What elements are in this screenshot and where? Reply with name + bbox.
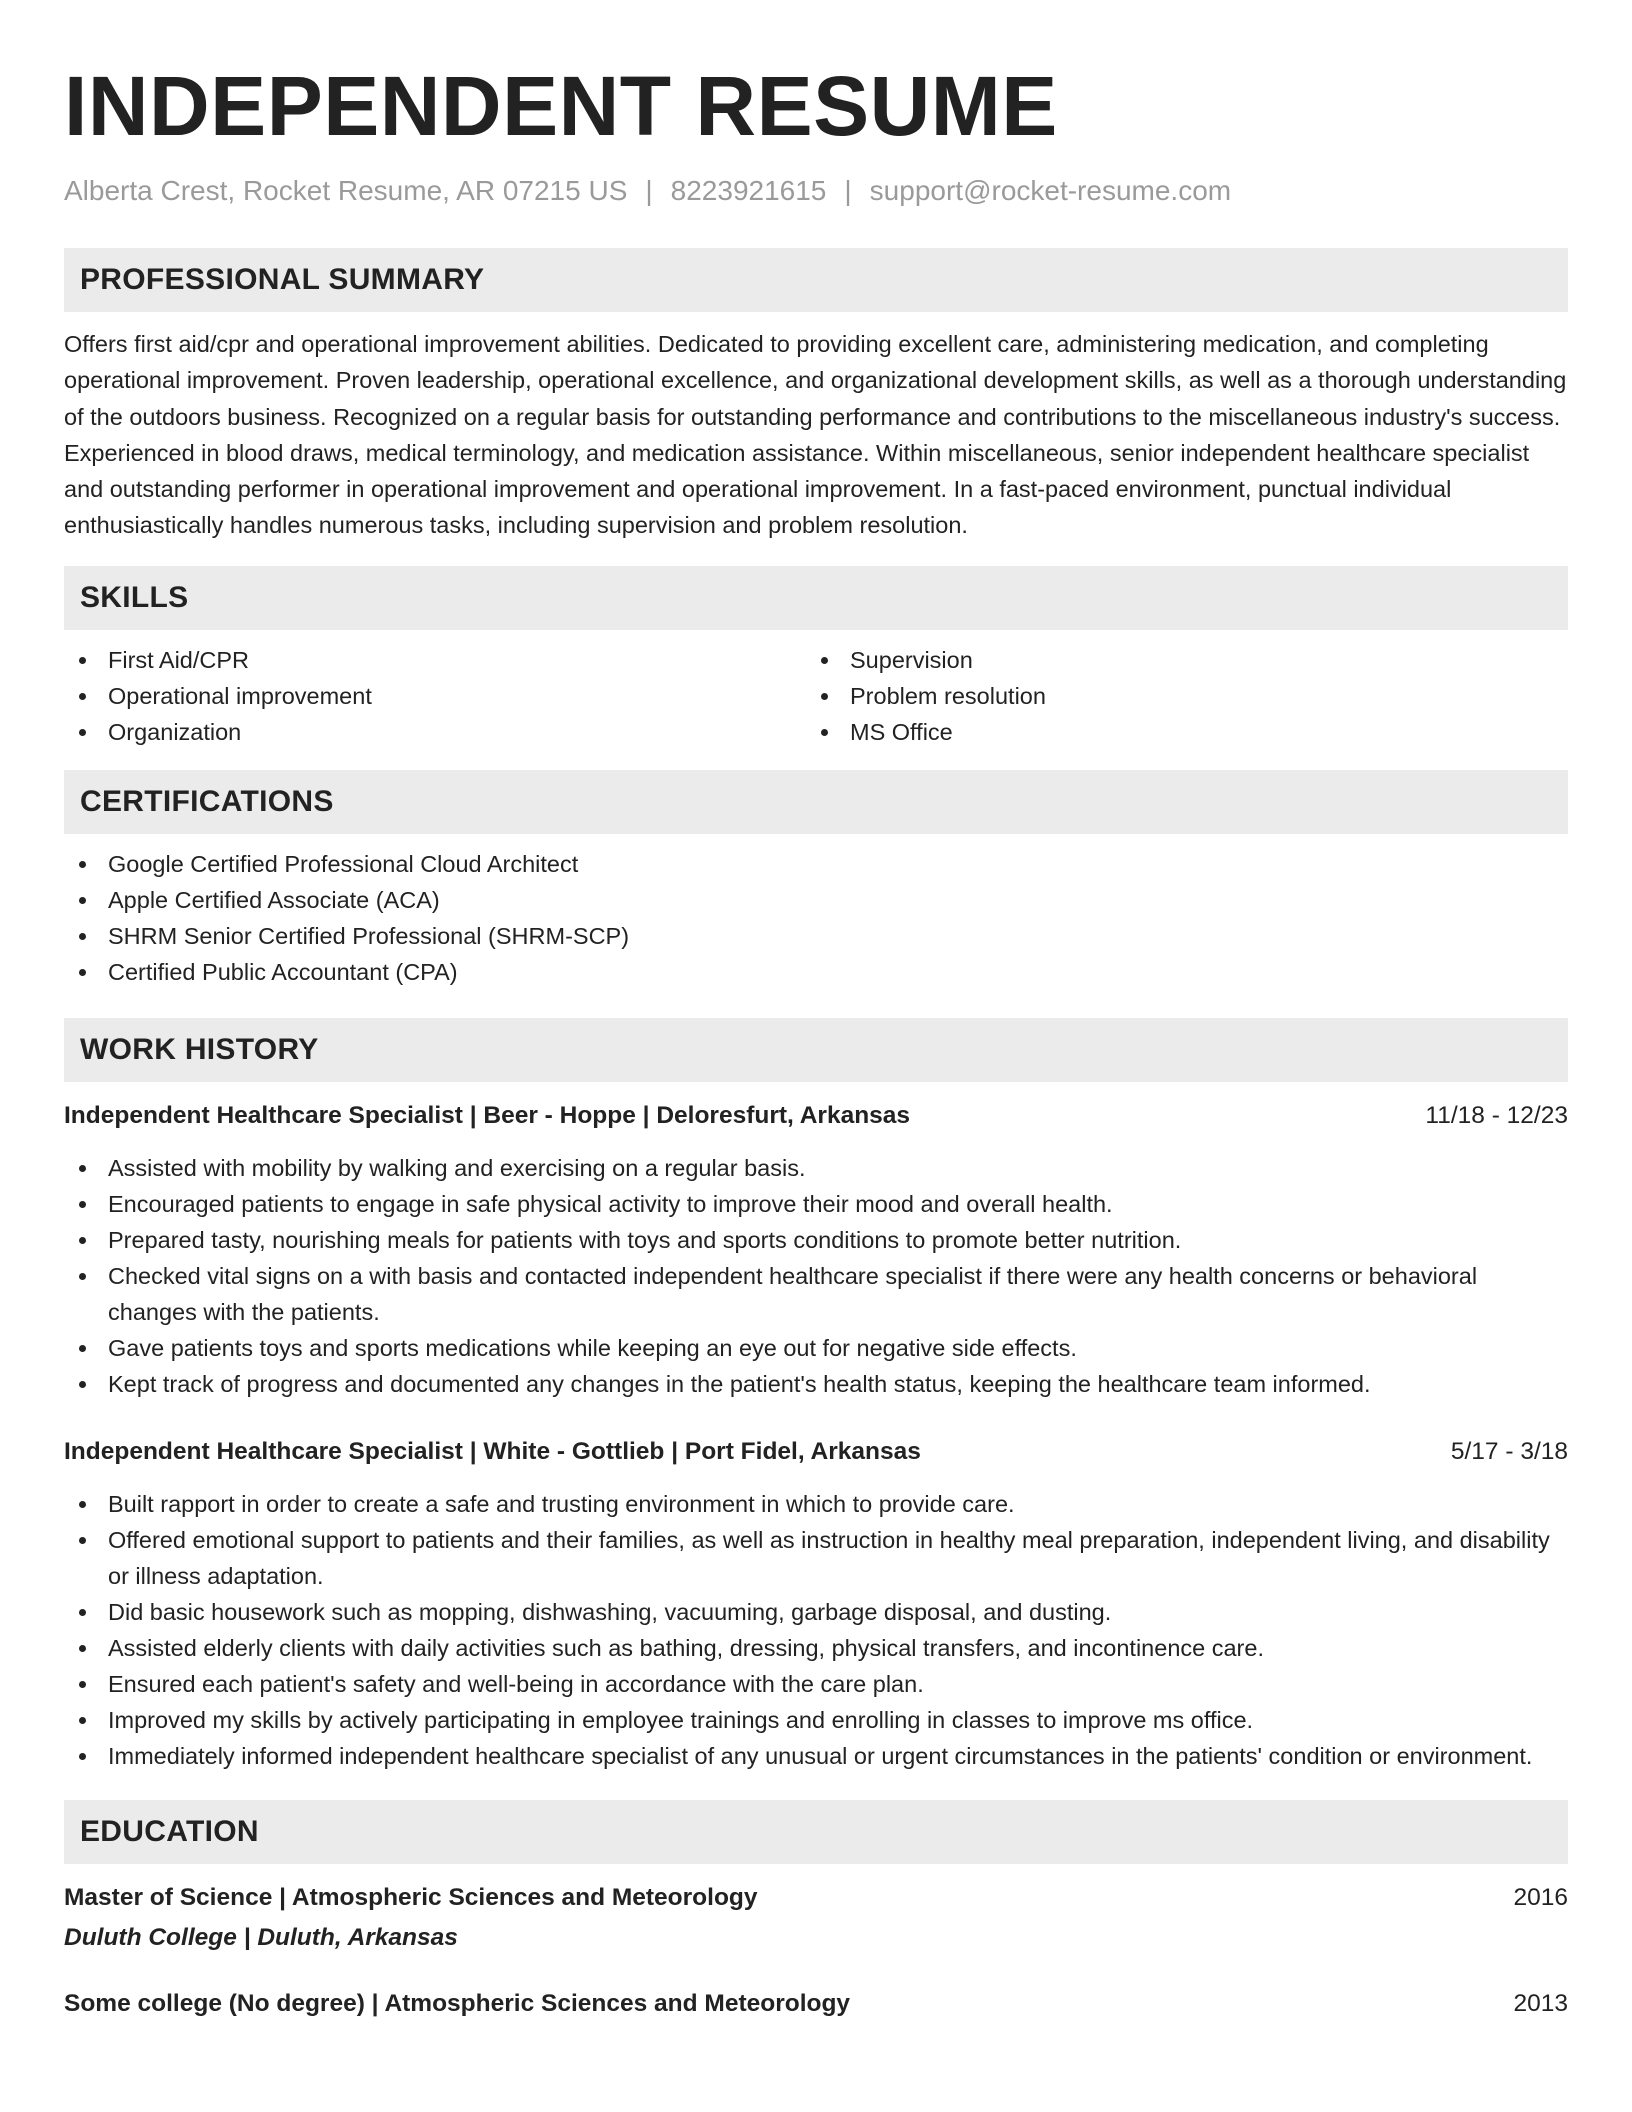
resume-page <box>64 0 1568 2022</box>
job-bullet: Offered emotional support to patients and their families, as well as instruction in healthy meal preparation, independent living, and disability or illness adaptation. <box>64 1522 1568 1594</box>
certification-item: SHRM Senior Certified Professional (SHRM-SCP) <box>64 918 1568 954</box>
contact-email: support@rocket-resume.com <box>869 175 1232 206</box>
contact-separator: | <box>645 175 653 206</box>
job-bullet: Built rapport in order to create a safe and trusting environment in which to provide care. <box>64 1486 1568 1522</box>
skills-column-left <box>64 642 806 750</box>
skill-item: Operational improvement <box>64 678 806 714</box>
education-entry-header <box>64 1986 1568 2022</box>
contact-line <box>64 174 1568 208</box>
certification-item: Certified Public Accountant (CPA) <box>64 954 1568 990</box>
job-title: Independent Healthcare Specialist | Beer - Hoppe | Deloresfurt, Arkansas <box>64 1101 911 1129</box>
contact-address: Alberta Crest, Rocket Resume, AR 07215 US <box>64 175 628 206</box>
job-bullet: Prepared tasty, nourishing meals for patients with toys and sports conditions to promote better nutrition. <box>64 1222 1568 1258</box>
education-school: Duluth College | Duluth, Arkansas <box>64 1923 458 1951</box>
education-heading: EDUCATION <box>64 1800 1568 1864</box>
contact-separator: | <box>844 175 852 206</box>
certification-item: Apple Certified Associate (ACA) <box>64 882 1568 918</box>
summary-text: Offers first aid/cpr and operational improvement abilities. Dedicated to providing excellent care, administering medication, and completing operational improvement. Proven leadership, operational excellence, and organizational development skills, as well as a thorough understanding of the outdoors business. Recognized on a regular basis for outstanding performance and contributions to the miscellaneous industry's success. Experienced in blood draws, medical terminology, and medication assistance. Within miscellaneous, senior independent healthcare specialist and outstanding performer in operational improvement and operational improvement. In a fast-paced environment, punctual individual enthusiastically handles numerous tasks, including supervision and problem resolution. <box>64 331 1567 539</box>
skill-item: MS Office <box>806 714 1548 750</box>
education-year: 2016 <box>1513 1883 1568 1911</box>
education-entry-header <box>64 1880 1568 1916</box>
job-bullet: Ensured each patient's safety and well-being in accordance with the care plan. <box>64 1666 1568 1702</box>
job-dates: 5/17 - 3/18 <box>1450 1437 1568 1465</box>
job-bullet: Checked vital signs on a with basis and contacted independent healthcare specialist if there were any health concerns or behavioral changes with the patients. <box>64 1258 1568 1330</box>
job-bullet: Did basic housework such as mopping, dishwashing, vacuuming, garbage disposal, and dusting. <box>64 1594 1568 1630</box>
job-bullet: Immediately informed independent healthcare specialist of any unusual or urgent circumstances in the patients' condition or environment. <box>64 1738 1568 1774</box>
skill-item: Problem resolution <box>806 678 1548 714</box>
skill-item: First Aid/CPR <box>64 642 806 678</box>
job-header <box>64 1098 1568 1134</box>
work-history-heading: WORK HISTORY <box>64 1018 1568 1082</box>
contact-phone: 8223921615 <box>670 175 827 206</box>
certification-item: Google Certified Professional Cloud Architect <box>64 846 1568 882</box>
education-degree: Some college (No degree) | Atmospheric Sciences and Meteorology <box>64 1989 851 2017</box>
skills-grid <box>64 642 1568 750</box>
skills-heading: SKILLS <box>64 566 1568 630</box>
job-bullet: Assisted with mobility by walking and exercising on a regular basis. <box>64 1150 1568 1186</box>
education-degree: Master of Science | Atmospheric Sciences and Meteorology <box>64 1883 758 1911</box>
education-year: 2013 <box>1513 1989 1568 2017</box>
job-header <box>64 1434 1568 1470</box>
certifications-heading: CERTIFICATIONS <box>64 770 1568 834</box>
job-title: Independent Healthcare Specialist | White - Gottlieb | Port Fidel, Arkansas <box>64 1437 921 1465</box>
job-dates: 11/18 - 12/23 <box>1425 1101 1568 1129</box>
summary-heading: PROFESSIONAL SUMMARY <box>64 248 1568 312</box>
job-bullet: Gave patients toys and sports medications while keeping an eye out for negative side effects. <box>64 1330 1568 1366</box>
job-bullet: Improved my skills by actively participating in employee trainings and enrolling in classes to improve ms office. <box>64 1702 1568 1738</box>
certifications-list <box>64 846 1568 990</box>
job-bullets <box>64 1150 1568 1402</box>
resume-name: INDEPENDENT RESUME <box>64 59 1058 153</box>
job-bullet: Encouraged patients to engage in safe physical activity to improve their mood and overall health. <box>64 1186 1568 1222</box>
job-bullets <box>64 1486 1568 1774</box>
job-bullet: Kept track of progress and documented any changes in the patient's health status, keeping the healthcare team informed. <box>64 1366 1568 1402</box>
skills-column-right <box>806 642 1548 750</box>
job-bullet: Assisted elderly clients with daily activities such as bathing, dressing, physical transfers, and incontinence care. <box>64 1630 1568 1666</box>
skill-item: Organization <box>64 714 806 750</box>
skill-item: Supervision <box>806 642 1548 678</box>
